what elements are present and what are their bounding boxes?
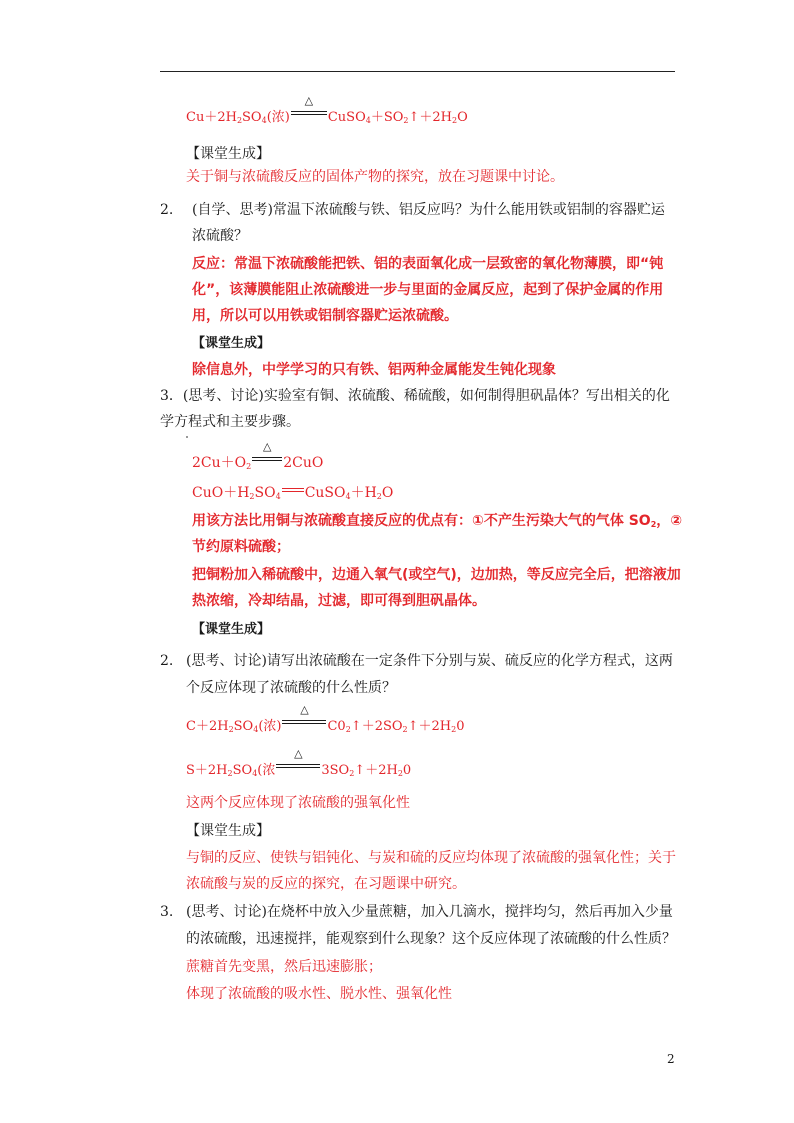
answer-text: 节约原料硫酸； — [192, 539, 290, 555]
answer-text: 把铜粉加入稀硫酸中，边通入氧气(或空气)，边加热，等反应完全后，把溶液加 — [192, 567, 681, 583]
ketang-heading-2: 【课堂生成】 — [192, 336, 271, 351]
question-text: 的浓硫酸，迅速搅拌，能观察到什么现象？这个反应体现了浓硫酸的什么性质？ — [186, 931, 676, 947]
equation-2cu-o2: $2Cu+O_2$ △ 2CuO — [192, 440, 324, 471]
question-text: 个反应体现了浓硫酸的什么性质？ — [186, 680, 396, 696]
equals-sign — [282, 485, 304, 497]
ketang-heading-3: 【课堂生成】 — [192, 622, 271, 637]
answer-text: 热浓缩，冷却结晶，过滤，即可得到胆矾晶体。 — [192, 593, 486, 609]
question-number: 2. — [160, 653, 174, 669]
equation-s-h2so4: $S+2H_2SO_4$(浓 △ $3SO_2↑+2H_20$ — [186, 747, 412, 778]
heat-arrow: △ — [291, 109, 327, 121]
question-text: 3．(思考、讨论)实验室有铜、浓硫酸、稀硫酸，如何制得胆矾晶体？写出相关的化 — [160, 388, 670, 404]
stray-mark — [186, 436, 188, 438]
heat-arrow: △ — [252, 455, 282, 467]
heat-arrow: △ — [282, 718, 326, 730]
header-rule — [160, 71, 675, 72]
ketang-heading-1: 【课堂生成】 — [186, 146, 270, 162]
answer-text: 化”，该薄膜能阻止浓硫酸进一步与里面的金属反应，起到了保护金属的作用 — [192, 282, 664, 298]
question-text: 浓硫酸？ — [192, 228, 248, 244]
question-text: 学方程式和主要步骤。 — [160, 414, 300, 430]
question-text: (自学、思考)常温下浓硫酸与铁、铝反应吗？为什么能用铁或铝制的容器贮运 — [192, 202, 665, 218]
ketang-text-4: 与铜的反应、使铁与铝钝化、与炭和硫的反应均体现了浓硫酸的强氧化性；关于 — [186, 850, 676, 866]
ketang-heading-4: 【课堂生成】 — [186, 823, 270, 839]
answer-text: 用该方法比用铜与浓硫酸直接反应的优点有：①不产生污染大气的气体 $SO_2$，② — [192, 513, 683, 529]
heat-arrow: △ — [276, 762, 320, 774]
equation-cu-h2so4: $Cu+2H_2SO_4$(浓) △ $CuSO_4+SO_2↑+2H_2O$ — [186, 94, 468, 125]
answer-text: 体现了浓硫酸的吸水性、脱水性、强氧化性 — [186, 986, 452, 1002]
question-text: (思考、讨论)在烧杯中放入少量蔗糖，加入几滴水，搅拌均匀，然后再加入少量 — [186, 904, 673, 920]
question-number: 2. — [160, 202, 174, 218]
equation-c-h2so4: $C+2H_2SO_4$(浓) △ $C0_2↑+2SO_2↑+2H_20$ — [186, 703, 465, 734]
answer-text: 用，所以可以用铁或铝制容器贮运浓硫酸。 — [192, 308, 458, 324]
page-number: 2 — [667, 1052, 675, 1066]
question-number: 3. — [160, 904, 174, 920]
answer-text: 这两个反应体现了浓硫酸的强氧化性 — [186, 795, 410, 811]
equation-cuo-h2so4: $CuO+H_2SO_4$ $CuSO_4+H_2O$ — [192, 485, 394, 501]
ketang-text-1: 关于铜与浓硫酸反应的固体产物的探究，放在习题课中讨论。 — [186, 169, 564, 185]
answer-text: 蔗糖首先变黑，然后迅速膨胀； — [186, 959, 382, 975]
answer-text: 反应：常温下浓硫酸能把铁、铝的表面氧化成一层致密的氧化物薄膜，即“钝 — [192, 256, 664, 272]
ketang-text-4: 浓硫酸与炭的反应的探究，在习题课中研究。 — [186, 876, 466, 892]
question-text: (思考、讨论)请写出浓硫酸在一定条件下分别与炭、硫反应的化学方程式，这两 — [186, 653, 673, 669]
answer-text: 除信息外，中学学习的只有铁、铝两种金属能发生钝化现象 — [192, 362, 556, 378]
